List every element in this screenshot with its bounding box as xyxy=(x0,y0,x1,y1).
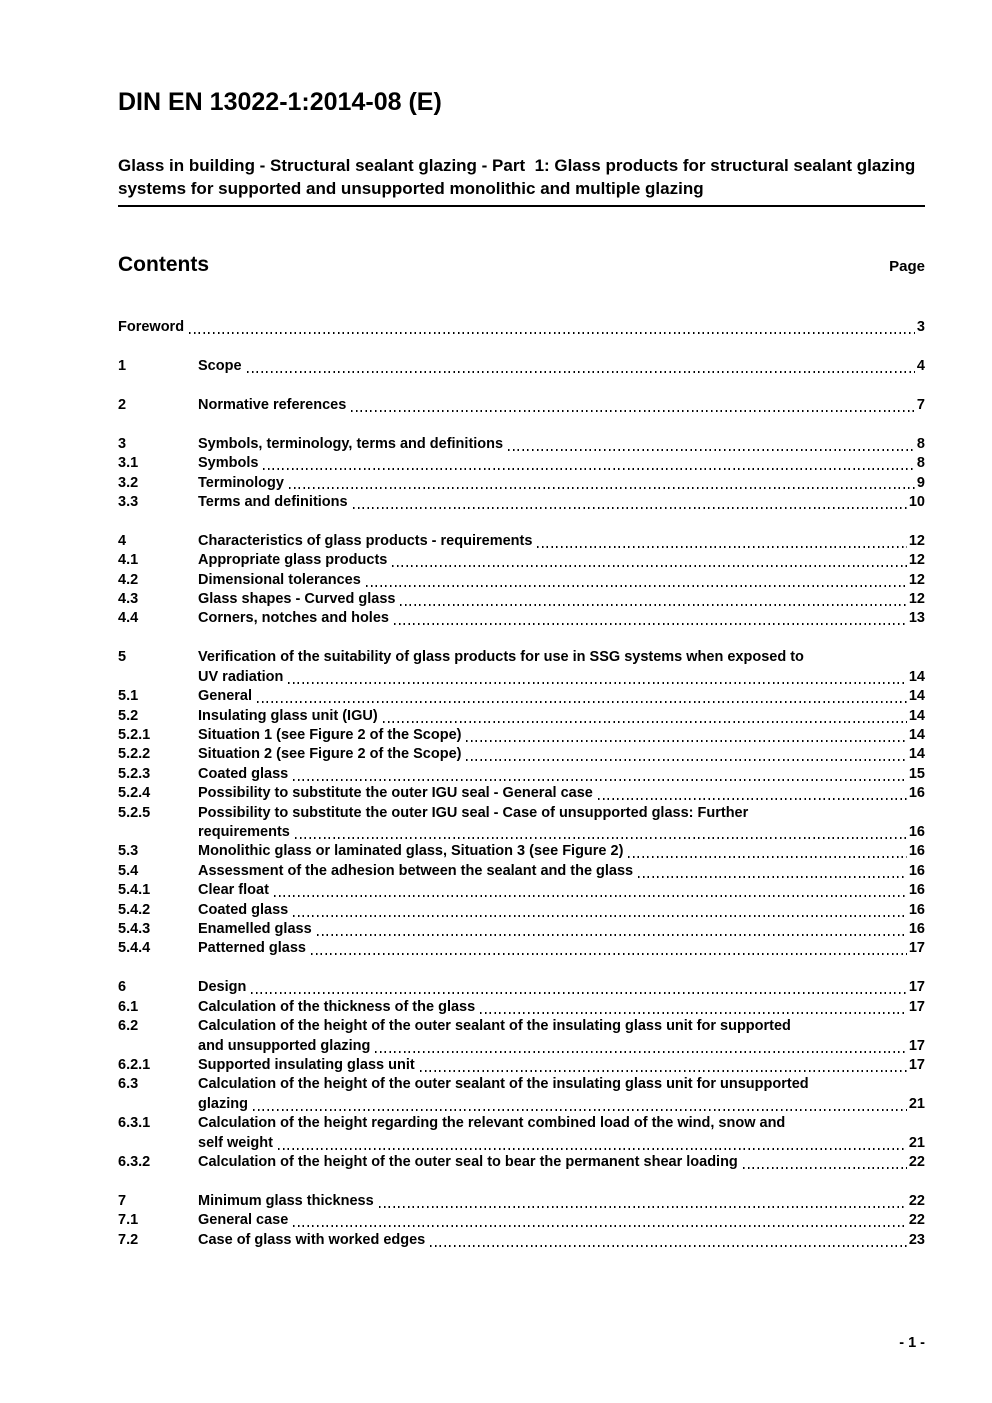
toc-entry-page: 7 xyxy=(916,396,925,413)
toc-entry xyxy=(118,726,925,745)
toc-entry-number: 7 xyxy=(118,1192,127,1209)
dotted-leader xyxy=(394,623,907,625)
toc-entry-page: 12 xyxy=(908,532,925,549)
toc-entry-title: Appropriate glass products xyxy=(198,552,388,569)
dotted-leader xyxy=(508,449,915,451)
dotted-leader xyxy=(293,1225,907,1227)
toc-entry-line xyxy=(118,609,925,628)
document-title: Glass in building - Structural sealant glazing - Part 1: Glass products for structural sealant glazing systems for supported and unsupported monolithic and multiple glazing xyxy=(118,154,925,207)
toc-entry-title: Monolithic glass or laminated glass, Situation 3 (see Figure 2) xyxy=(198,843,624,860)
toc-entry xyxy=(118,901,925,920)
dotted-leader xyxy=(353,507,907,509)
toc-entry-line xyxy=(118,998,925,1017)
toc-entry xyxy=(118,590,925,609)
dotted-leader xyxy=(295,837,907,839)
toc-entry-title: requirements xyxy=(198,824,290,841)
toc-entry-page: 17 xyxy=(908,998,925,1015)
toc-entry xyxy=(118,784,925,803)
toc-entry-page: 13 xyxy=(908,610,925,627)
toc-entry-title: Coated glass xyxy=(198,901,289,918)
toc-entry-number: 4.2 xyxy=(118,571,139,588)
toc-entry-page: 17 xyxy=(908,1057,925,1073)
dotted-leader xyxy=(274,895,907,897)
dotted-leader xyxy=(430,1245,907,1247)
toc-entry-title: Calculation of the thickness of the glass xyxy=(198,998,476,1015)
toc-entry-number: 6.2 xyxy=(118,1018,139,1035)
toc-entry-number: 5.4 xyxy=(118,862,139,879)
toc-entry-page: 22 xyxy=(908,1192,925,1209)
toc-entry-number: 3.1 xyxy=(118,455,139,472)
toc-entry-line xyxy=(118,687,925,706)
dotted-leader xyxy=(257,701,907,703)
toc-entry-number: 1 xyxy=(118,357,127,374)
toc-entry-line xyxy=(118,648,925,667)
toc-entry-title: Clear float xyxy=(198,882,269,899)
toc-entry-title: and unsupported glazing xyxy=(198,1037,371,1054)
dotted-leader xyxy=(278,1148,907,1150)
toc-entry-title: Glass shapes - Curved glass xyxy=(198,591,396,608)
toc-entry xyxy=(118,687,925,706)
toc-entry-page: 14 xyxy=(908,688,925,705)
toc-entry-line xyxy=(118,1231,925,1250)
toc-entry-line xyxy=(118,920,925,939)
toc-entry xyxy=(118,474,925,493)
toc-entry-title: UV radiation xyxy=(198,668,284,685)
toc-entry xyxy=(118,745,925,764)
contents-header-row xyxy=(118,253,925,277)
toc-entry-title: Scope xyxy=(198,357,242,374)
toc-entry-page: 15 xyxy=(908,765,925,782)
toc-entry-line xyxy=(118,862,925,881)
dotted-leader xyxy=(400,604,906,606)
dotted-leader xyxy=(317,934,907,936)
toc-entry-line xyxy=(118,454,925,473)
toc-entry-line xyxy=(118,765,925,784)
toc-entry xyxy=(118,493,925,512)
toc-entry xyxy=(118,1075,925,1114)
toc-entry-line xyxy=(118,318,925,337)
toc-entry-number: 5 xyxy=(118,649,127,666)
dotted-leader xyxy=(638,876,907,878)
toc-entry-line xyxy=(118,668,925,687)
toc-entry-number: 5.4.4 xyxy=(118,940,151,957)
dotted-leader xyxy=(392,565,907,567)
toc-entry-line xyxy=(118,493,925,512)
toc-entry-line xyxy=(118,1056,925,1075)
toc-entry-title: Verification of the suitability of glass products for use in SSG systems when exposed to xyxy=(198,649,804,666)
toc-entry-title: Possibility to substitute the outer IGU seal - Case of unsupported glass: Further xyxy=(198,804,749,821)
toc-entry xyxy=(118,357,925,376)
dotted-leader xyxy=(366,585,907,587)
toc-entry-title: Dimensional tolerances xyxy=(198,571,361,588)
toc-entry-page: 22 xyxy=(908,1212,925,1229)
toc-entry-number: 6.3 xyxy=(118,1076,139,1093)
toc-entry-line xyxy=(118,978,925,997)
toc-entry-line xyxy=(118,435,925,454)
toc-entry-line xyxy=(118,881,925,900)
toc-entry-line xyxy=(118,804,925,823)
toc-entry-page: 8 xyxy=(916,435,925,452)
toc-entry-line xyxy=(118,474,925,493)
toc-entry xyxy=(118,707,925,726)
toc-entry-page: 3 xyxy=(916,319,925,335)
toc-entry-page: 16 xyxy=(908,843,925,860)
dotted-leader xyxy=(375,1051,906,1053)
dotted-leader xyxy=(251,992,907,994)
toc-entry-line xyxy=(118,1095,925,1114)
toc-entry-title: Case of glass with worked edges xyxy=(198,1231,426,1248)
toc-entry-page: 21 xyxy=(908,1134,925,1151)
toc-entry xyxy=(118,571,925,590)
table-of-contents xyxy=(118,318,925,1250)
toc-entry xyxy=(118,454,925,473)
dotted-leader xyxy=(383,721,907,723)
dotted-leader xyxy=(263,468,914,470)
toc-entry xyxy=(118,804,925,843)
toc-entry-title: Normative references xyxy=(198,396,347,413)
toc-entry-page: 12 xyxy=(908,552,925,569)
toc-entry xyxy=(118,1017,925,1056)
toc-entry-title: Characteristics of glass products - requirements xyxy=(198,532,533,549)
contents-heading: Contents xyxy=(118,253,209,276)
toc-entry-line xyxy=(118,842,925,861)
toc-entry-title: Enamelled glass xyxy=(198,921,312,938)
toc-entry-number: 4 xyxy=(118,532,127,549)
dotted-leader xyxy=(466,740,906,742)
toc-entry-line xyxy=(118,1075,925,1094)
toc-entry-line xyxy=(118,396,925,415)
toc-entry xyxy=(118,1231,925,1250)
toc-entry-number: 6.2.1 xyxy=(118,1057,151,1073)
toc-entry-line xyxy=(118,1114,925,1133)
dotted-leader xyxy=(466,759,906,761)
toc-entry-number: 5.2.1 xyxy=(118,727,151,743)
toc-entry-number: 6.3.2 xyxy=(118,1154,151,1171)
toc-entry-number: 7.2 xyxy=(118,1231,139,1248)
toc-entry-line xyxy=(118,532,925,551)
toc-entry-title: Symbols, terminology, terms and definitions xyxy=(198,435,504,452)
toc-entry-title: Calculation of the height of the outer seal to bear the permanent shear loading xyxy=(198,1154,738,1171)
toc-entry-page: 16 xyxy=(908,901,925,918)
toc-entry-title: General case xyxy=(198,1212,289,1229)
toc-entry-page: 16 xyxy=(908,862,925,879)
toc-entry-line xyxy=(118,784,925,803)
toc-entry-page: 14 xyxy=(908,707,925,724)
toc-entry-number: 5.1 xyxy=(118,688,139,705)
toc-entry-number: 5.4.1 xyxy=(118,882,151,899)
toc-entry xyxy=(118,939,925,958)
toc-entry-line xyxy=(118,571,925,590)
dotted-leader xyxy=(379,1206,907,1208)
toc-entry xyxy=(118,920,925,939)
toc-entry-page: 14 xyxy=(908,668,925,685)
toc-entry-number: 5.4.2 xyxy=(118,901,151,918)
toc-entry-number: 6.1 xyxy=(118,998,139,1015)
toc-entry-line xyxy=(118,1037,925,1056)
toc-entry-number: 5.2.3 xyxy=(118,765,151,782)
toc-entry-title: Coated glass xyxy=(198,765,289,782)
dotted-leader xyxy=(743,1167,907,1169)
page-column-label: Page xyxy=(889,258,925,275)
toc-entry-page: 16 xyxy=(908,785,925,802)
toc-entry-line xyxy=(118,551,925,570)
toc-entry-number: 3 xyxy=(118,435,127,452)
toc-entry-number: 5.2 xyxy=(118,707,139,724)
toc-entry-title: Patterned glass xyxy=(198,940,306,957)
toc-entry-line xyxy=(118,1017,925,1036)
toc-entry xyxy=(118,978,925,997)
dotted-leader xyxy=(293,915,907,917)
dotted-leader xyxy=(253,1109,907,1111)
toc-entry xyxy=(118,1056,925,1075)
toc-entry-page: 12 xyxy=(908,571,925,588)
toc-entry-title: Terminology xyxy=(198,474,284,491)
toc-entry-page: 10 xyxy=(908,493,925,510)
toc-entry-title: Assessment of the adhesion between the sealant and the glass xyxy=(198,862,634,879)
toc-entry-line xyxy=(118,1134,925,1153)
toc-entry xyxy=(118,842,925,861)
dotted-leader xyxy=(289,487,915,489)
toc-entry xyxy=(118,1192,925,1211)
toc-entry-title: Calculation of the height regarding the relevant combined load of the wind, snow and xyxy=(198,1115,786,1132)
toc-entry-page: 16 xyxy=(908,824,925,841)
toc-entry xyxy=(118,881,925,900)
toc-entry-page: 21 xyxy=(908,1095,925,1112)
toc-entry-number: 5.2.4 xyxy=(118,785,151,802)
toc-entry-title: Symbols xyxy=(198,455,259,472)
toc-entry xyxy=(118,1153,925,1172)
toc-entry-number: 3.2 xyxy=(118,474,139,491)
toc-entry-line xyxy=(118,357,925,376)
toc-entry-line xyxy=(118,707,925,726)
toc-entry xyxy=(118,396,925,415)
toc-entry-number: 6 xyxy=(118,979,127,996)
dotted-leader xyxy=(628,856,906,858)
toc-entry-title: Supported insulating glass unit xyxy=(198,1057,415,1073)
toc-entry-page: 4 xyxy=(916,357,925,374)
toc-entry-line xyxy=(118,901,925,920)
toc-entry-line xyxy=(118,939,925,958)
toc-entry-title: glazing xyxy=(198,1095,248,1112)
dotted-leader xyxy=(311,953,907,955)
toc-entry-number: 6.3.1 xyxy=(118,1115,151,1132)
toc-entry-page: 17 xyxy=(908,940,925,957)
toc-entry-title: Design xyxy=(198,979,247,996)
toc-entry-number: 5.2.2 xyxy=(118,746,151,763)
toc-entry-line xyxy=(118,726,925,745)
toc-entry-page: 12 xyxy=(908,591,925,608)
dotted-leader xyxy=(537,546,906,548)
toc-entry xyxy=(118,532,925,551)
toc-entry-page: 22 xyxy=(908,1154,925,1171)
toc-entry-title: Minimum glass thickness xyxy=(198,1192,374,1209)
toc-entry-number: 4.1 xyxy=(118,552,139,569)
toc-entry-line xyxy=(118,1192,925,1211)
toc-entry-title: Situation 1 (see Figure 2 of the Scope) xyxy=(198,727,462,743)
toc-entry-line xyxy=(118,1153,925,1172)
dotted-leader xyxy=(351,410,915,412)
toc-entry-title: Corners, notches and holes xyxy=(198,610,389,627)
dotted-leader xyxy=(480,1012,907,1014)
toc-entry-title: General xyxy=(198,688,252,705)
dotted-leader xyxy=(598,798,907,800)
toc-entry-line xyxy=(118,1211,925,1230)
toc-entry-number: 4.4 xyxy=(118,610,139,627)
document-number: DIN EN 13022-1:2014-08 (E) xyxy=(118,88,442,116)
page-number-footer: - 1 - xyxy=(899,1335,925,1351)
dotted-leader xyxy=(189,332,915,334)
toc-entry xyxy=(118,435,925,454)
toc-entry xyxy=(118,862,925,881)
toc-entry-page: 14 xyxy=(908,727,925,743)
dotted-leader xyxy=(420,1070,907,1072)
toc-entry-page: 17 xyxy=(908,979,925,996)
toc-entry-page: 17 xyxy=(908,1037,925,1054)
toc-entry-number: 7.1 xyxy=(118,1212,139,1229)
toc-entry xyxy=(118,765,925,784)
dotted-leader xyxy=(293,779,907,781)
toc-entry-number: 3.3 xyxy=(118,493,139,510)
toc-entry-page: 16 xyxy=(908,921,925,938)
toc-entry xyxy=(118,648,925,687)
toc-entry-number: 4.3 xyxy=(118,591,139,608)
toc-entry-number: 5.3 xyxy=(118,843,139,860)
toc-entry-title: Calculation of the height of the outer sealant of the insulating glass unit for supported xyxy=(198,1018,791,1035)
toc-entry-line xyxy=(118,823,925,842)
toc-entry-page: 23 xyxy=(908,1231,925,1248)
toc-entry-page: 9 xyxy=(916,474,925,491)
toc-entry xyxy=(118,609,925,628)
toc-entry-number: 2 xyxy=(118,396,127,413)
toc-entry-number: 5.4.3 xyxy=(118,921,151,938)
dotted-leader xyxy=(288,682,906,684)
toc-entry xyxy=(118,318,925,337)
toc-entry-page: 14 xyxy=(908,746,925,763)
toc-entry-title: Terms and definitions xyxy=(198,493,348,510)
toc-entry xyxy=(118,998,925,1017)
toc-entry-number: 5.2.5 xyxy=(118,804,151,821)
toc-entry-title: Situation 2 (see Figure 2 of the Scope) xyxy=(198,746,462,763)
toc-entry-title: Insulating glass unit (IGU) xyxy=(198,707,378,724)
toc-entry-title: self weight xyxy=(198,1134,273,1151)
toc-entry xyxy=(118,1211,925,1230)
toc-entry-line xyxy=(118,745,925,764)
toc-entry-title: Possibility to substitute the outer IGU seal - General case xyxy=(198,785,593,802)
toc-entry xyxy=(118,551,925,570)
toc-entry-line xyxy=(118,590,925,609)
toc-entry xyxy=(118,1114,925,1153)
toc-entry-title: Calculation of the height of the outer sealant of the insulating glass unit for unsupported xyxy=(198,1076,809,1093)
dotted-leader xyxy=(247,371,915,373)
toc-entry-title: Foreword xyxy=(118,319,185,335)
toc-entry-page: 16 xyxy=(908,882,925,899)
toc-entry-page: 8 xyxy=(916,455,925,472)
